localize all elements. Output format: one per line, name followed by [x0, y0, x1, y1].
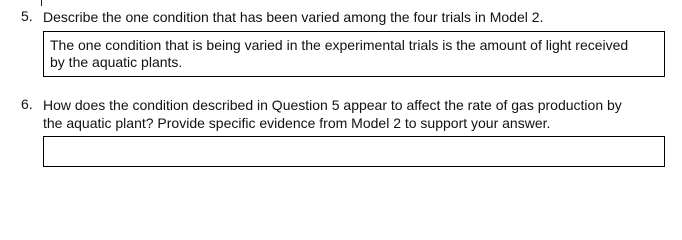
question-5-answer-line-1: The one condition that is being varied in the experimental trials is the amount of light received	[50, 37, 629, 53]
question-6-prompt-line-1: How does the condition described in Question 5 appear to affect the rate of gas production by	[43, 97, 622, 113]
question-6-number: 6.	[21, 96, 33, 112]
question-5-number: 5.	[21, 8, 33, 24]
question-5-prompt: Describe the one condition that has been varied among the four trials in Model 2.	[43, 9, 544, 25]
question-6-prompt-line-2: the aquatic plant? Provide specific evidence from Model 2 to support your answer.	[43, 115, 551, 131]
page-margin-tick	[41, 0, 42, 6]
question-6-answer-box[interactable]	[43, 136, 665, 167]
question-5-answer-line-2: by the aquatic plants.	[50, 54, 183, 70]
question-5-answer-box[interactable]	[43, 31, 665, 77]
